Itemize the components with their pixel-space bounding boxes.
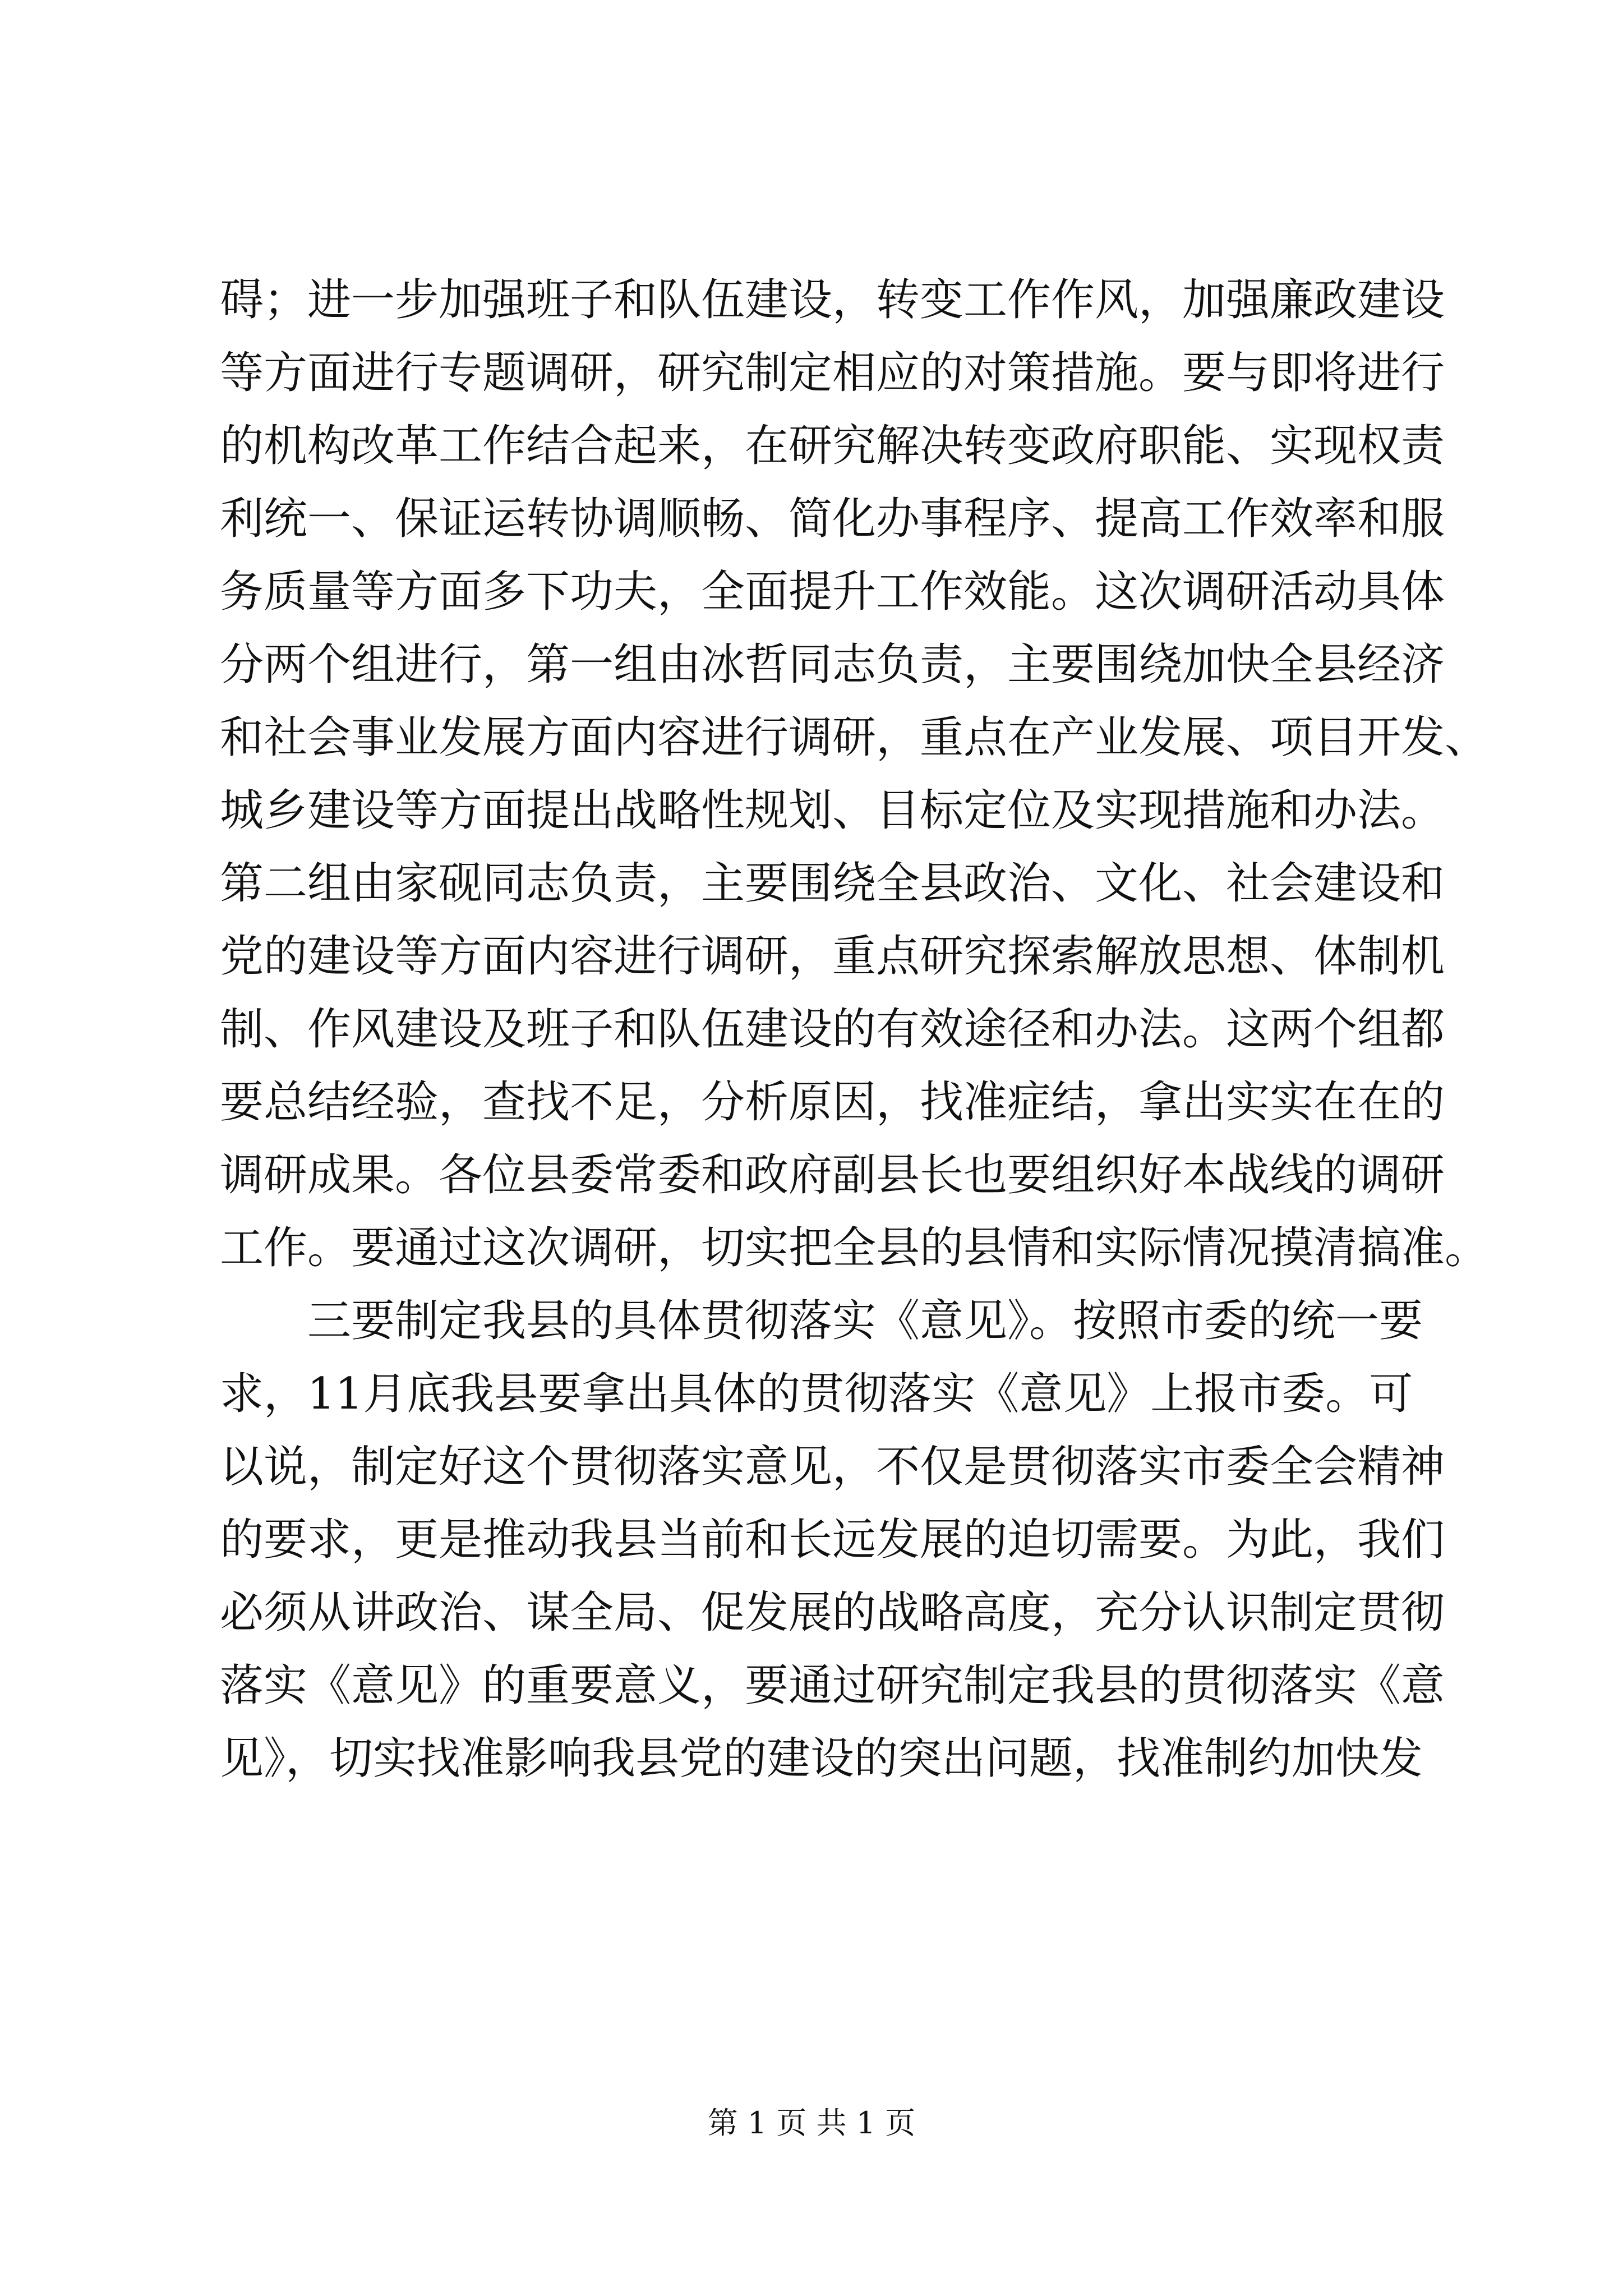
text-line: 城乡建设等方面提出战略性规划、目标定位及实现措施和办法。 (220, 785, 1445, 836)
text-line: 的机构改革工作结合起来，在研究解决转变政府职能、实现权责 (220, 421, 1445, 471)
text-line: 见》，切实找准影响我县党的建设的突出问题，找准制约加快发 (220, 1733, 1423, 1784)
text-line: 落实《意见》的重要意义，要通过研究制定我县的贯彻落实《意 (220, 1660, 1445, 1711)
page-footer: 第 1 页 共 1 页 (707, 2105, 916, 2141)
text-line: 调研成果。各位县委常委和政府副县长也要组织好本战线的调研 (220, 1150, 1445, 1200)
text-line: 工作。要通过这次调研，切实把全县的县情和实际情况摸清搞准。 (220, 1223, 1489, 1273)
text-line: 和社会事业发展方面内容进行调研，重点在产业发展、项目开发、 (220, 712, 1489, 763)
paragraph-first-line: 三要制定我县的具体贯彻落实《意见》。按照市委的统一要 (307, 1296, 1423, 1346)
text-line: 利统一、保证运转协调顺畅、简化办事程序、提高工作效率和服 (220, 494, 1445, 544)
text-line: 以说，制定好这个贯彻落实意见，不仅是贯彻落实市委全会精神 (220, 1442, 1445, 1492)
text-line: 要总结经验，查找不足，分析原因，找准症结，拿出实实在在的 (220, 1077, 1445, 1128)
text-line: 等方面进行专题调研，研究制定相应的对策措施。要与即将进行 (220, 348, 1445, 398)
text-line: 党的建设等方面内容进行调研，重点研究探索解放思想、体制机 (220, 931, 1445, 982)
text-line: 求，11月底我县要拿出具体的贯彻落实《意见》上报市委。可 (220, 1369, 1413, 1419)
text-line: 的要求，更是推动我县当前和长远发展的迫切需要。为此，我们 (220, 1515, 1445, 1565)
text-line: 第二组由家砚同志负责，主要围绕全县政治、文化、社会建设和 (220, 858, 1445, 909)
text-line: 制、作风建设及班子和队伍建设的有效途径和办法。这两个组都 (220, 1004, 1445, 1055)
text-line: 碍；进一步加强班子和队伍建设，转变工作作风，加强廉政建设 (220, 275, 1445, 325)
text-line: 务质量等方面多下功夫，全面提升工作效能。这次调研活动具体 (220, 567, 1445, 617)
text-line: 必须从讲政治、谋全局、促发展的战略高度，充分认识制定贯彻 (220, 1588, 1445, 1638)
text-line: 分两个组进行，第一组由冰哲同志负责，主要围绕加快全县经济 (220, 639, 1445, 690)
